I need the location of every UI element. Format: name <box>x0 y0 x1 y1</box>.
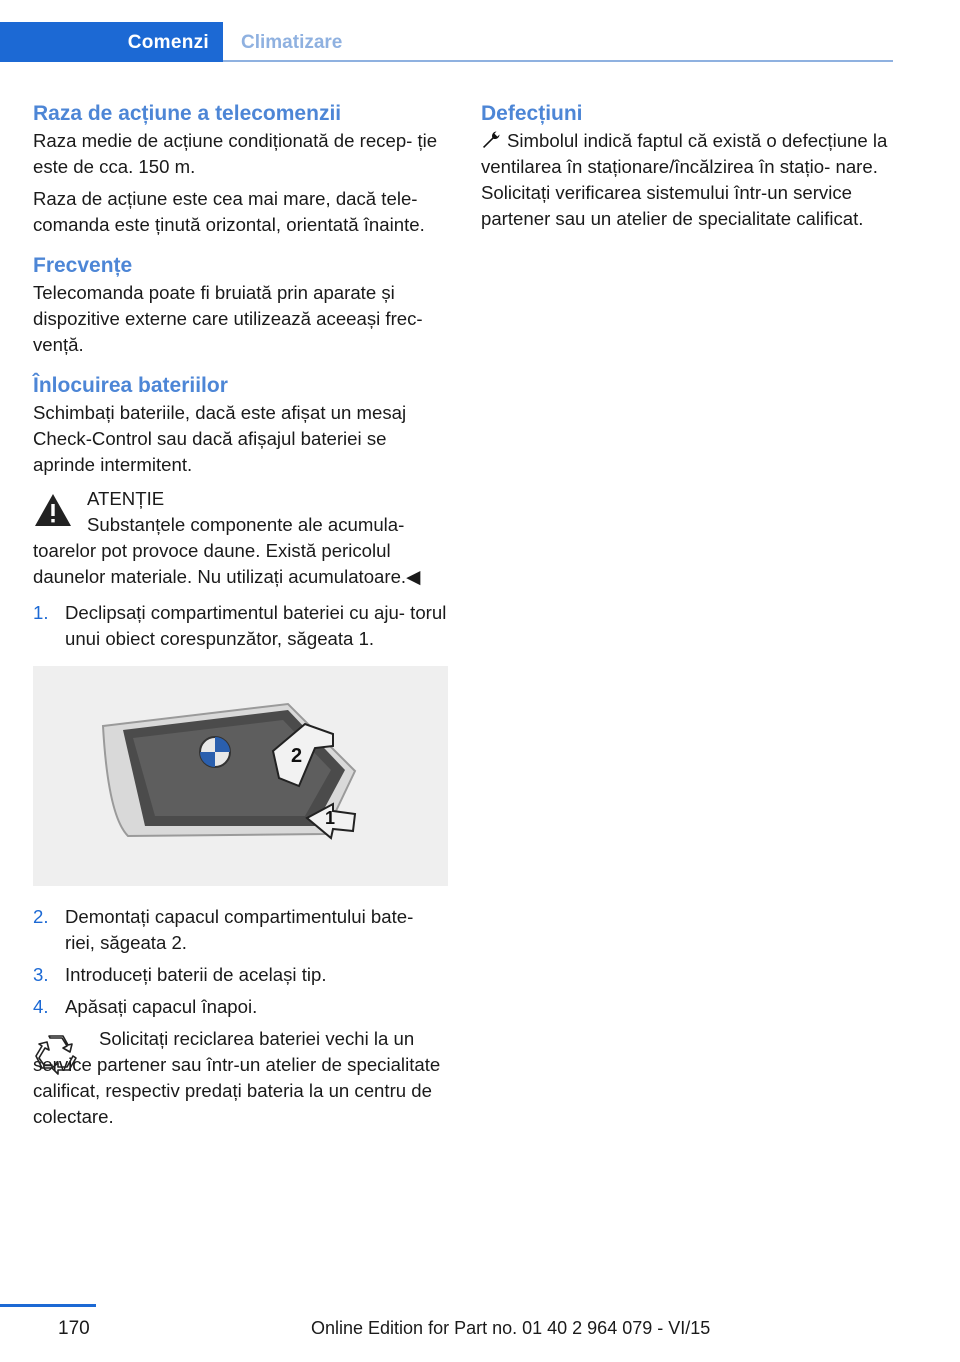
edition-note: Online Edition for Part no. 01 40 2 964 079 - VI/15 <box>311 1318 711 1338</box>
defects-heading: Defecțiuni <box>481 102 583 125</box>
warning-block <box>33 486 448 590</box>
recycle-icon <box>33 1032 79 1078</box>
steps-list-continued <box>33 904 448 1020</box>
footer-rule <box>0 1304 96 1307</box>
section-frequencies <box>33 252 448 358</box>
step-number: 4. <box>33 996 49 1017</box>
recycling-text: Solicitați reciclarea bateriei vechi la un service partener sau într-un atelier de specialitate calificat, respectiv predați bateria la un centru de colectare. <box>33 1028 441 1127</box>
arrow-label-2: 2 <box>291 745 303 767</box>
list-item <box>33 600 448 652</box>
step-number: 2. <box>33 906 49 927</box>
battery-heading: Înlocuirea bateriilor <box>33 374 228 397</box>
warning-text: Substanțele componente ale acumula‐ toarelor pot provoce daune. Există pericolul daunelor materiale. Nu utilizați acumulatoare.◀ <box>33 514 421 587</box>
frequencies-heading: Frecvențe <box>33 254 133 277</box>
tab-comenzi-label: Comenzi <box>127 32 209 53</box>
battery-paragraph: Schimbați bateriile, dacă este afișat un mesaj Check-Control sau dacă afișajul bateriei se aprinde intermitent. <box>33 402 407 475</box>
right-column <box>481 100 896 246</box>
list-item <box>33 962 448 988</box>
steps-list <box>33 600 448 652</box>
frequencies-paragraph: Telecomanda poate fi bruiată prin aparate și dispozitive externe care utilizează aceeași frec‐ vență. <box>33 282 423 355</box>
list-item <box>33 994 448 1020</box>
header-rule <box>223 60 893 62</box>
warning-triangle-icon <box>33 492 73 528</box>
defects-text: Simbolul indică faptul că există o defecțiune la ventilarea în staționare/încălzirea în stațio‐ nare. Solicitați verificarea sistemului într-un service partener sau un atelier de specialitate calificat. <box>481 130 888 229</box>
step-text: Apăsați capacul înapoi. <box>65 996 258 1017</box>
tab-comenzi[interactable] <box>0 22 223 62</box>
list-item <box>33 904 448 956</box>
left-column <box>33 100 448 1144</box>
section-defects <box>481 100 896 232</box>
step-number: 3. <box>33 964 49 985</box>
range-paragraph-2: Raza de acțiune este cea mai mare, dacă tele‐ comanda este ținută orizontal, orientată înainte. <box>33 188 425 235</box>
key-fob-illustration <box>33 666 448 886</box>
step-text: Demontați capacul compartimentului bate‐ riei, săgeata 2. <box>65 906 414 953</box>
step-number: 1. <box>33 602 49 623</box>
step-text: Introduceți baterii de același tip. <box>65 964 327 985</box>
section-battery <box>33 372 448 1130</box>
warning-heading: ATENȚIE <box>87 488 165 509</box>
wrench-icon <box>481 130 501 150</box>
section-range <box>33 100 448 238</box>
recycling-note <box>33 1026 448 1130</box>
tab-climatizare[interactable]: Climatizare <box>241 32 343 53</box>
defects-paragraph <box>481 128 896 232</box>
key-fob-drawing <box>33 666 448 886</box>
arrow-label-1: 1 <box>325 808 336 828</box>
range-heading: Raza de acțiune a telecomenzii <box>33 102 342 125</box>
header-tabs <box>0 22 893 62</box>
page-number: 170 <box>58 1318 90 1339</box>
step-text: Declipsați compartimentul bateriei cu aju‐ torul unui obiect corespunzător, săgeata 1. <box>65 602 447 649</box>
range-paragraph-1: Raza medie de acțiune condiționată de recep‐ ție este de cca. 150 m. <box>33 130 438 177</box>
